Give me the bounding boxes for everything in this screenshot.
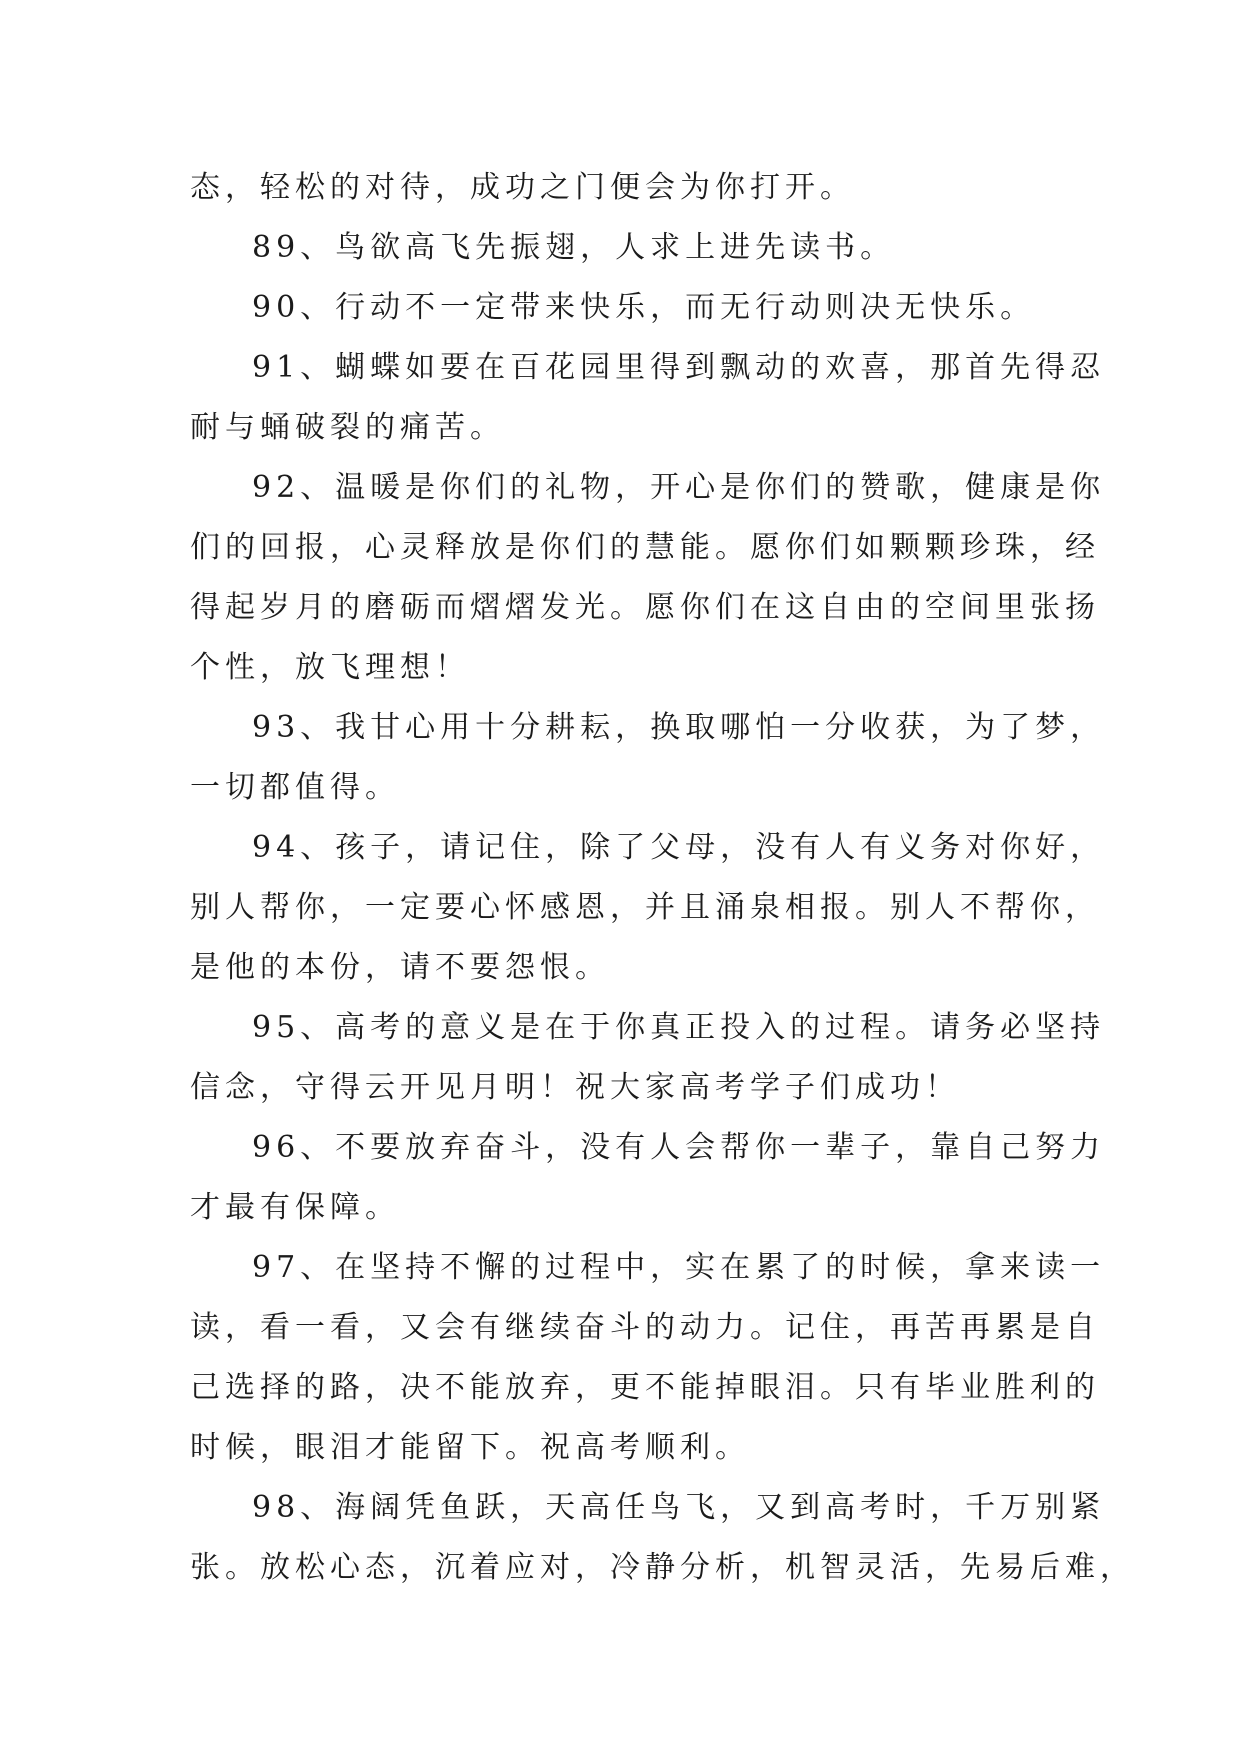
paragraph-93-line: 93、我甘心用十分耕耘，换取哪怕一分收获，为了梦，: [252, 710, 1106, 745]
text-line: 才最有保障。: [190, 1190, 400, 1225]
text-line: 张。放松心态，沉着应对，冷静分析，机智灵活，先易后难，: [190, 1550, 1135, 1585]
text-line: 态，轻松的对待，成功之门便会为你打开。: [190, 170, 855, 205]
text-line: 时候，眼泪才能留下。祝高考顺利。: [190, 1430, 750, 1465]
text-line: 读，看一看，又会有继续奋斗的动力。记住，再苦再累是自: [190, 1310, 1100, 1345]
paragraph-90-line: 90、行动不一定带来快乐，而无行动则决无快乐。: [252, 290, 1036, 325]
text-line: 别人帮你，一定要心怀感恩，并且涌泉相报。别人不帮你，: [190, 890, 1100, 925]
paragraph-91-line: 91、蝴蝶如要在百花园里得到飘动的欢喜，那首先得忍: [252, 350, 1106, 385]
paragraph-98-line: 98、海阔凭鱼跃，天高任鸟飞，又到高考时，千万别紧: [252, 1490, 1106, 1525]
paragraph-89-line: 89、鸟欲高飞先振翅，人求上进先读书。: [252, 230, 896, 265]
text-line: 一切都值得。: [190, 770, 400, 805]
paragraph-95-line: 95、高考的意义是在于你真正投入的过程。请务必坚持: [252, 1010, 1106, 1045]
text-line: 信念，守得云开见月明！祝大家高考学子们成功！: [190, 1070, 960, 1105]
text-line: 己选择的路，决不能放弃，更不能掉眼泪。只有毕业胜利的: [190, 1370, 1100, 1405]
paragraph-97-line: 97、在坚持不懈的过程中，实在累了的时候，拿来读一: [252, 1250, 1106, 1285]
text-line: 是他的本份，请不要怨恨。: [190, 950, 610, 985]
paragraph-94-line: 94、孩子，请记住，除了父母，没有人有义务对你好，: [252, 830, 1106, 865]
text-line: 们的回报，心灵释放是你们的慧能。愿你们如颗颗珍珠，经: [190, 530, 1100, 565]
paragraph-92-line: 92、温暖是你们的礼物，开心是你们的赞歌，健康是你: [252, 470, 1106, 505]
document-body: [190, 158, 1135, 1598]
text-line: 耐与蛹破裂的痛苦。: [190, 410, 505, 445]
paragraph-96-line: 96、不要放弃奋斗，没有人会帮你一辈子，靠自己努力: [252, 1130, 1106, 1165]
text-line: 个性，放飞理想！: [190, 650, 470, 685]
text-line: 得起岁月的磨砺而熠熠发光。愿你们在这自由的空间里张扬: [190, 590, 1100, 625]
